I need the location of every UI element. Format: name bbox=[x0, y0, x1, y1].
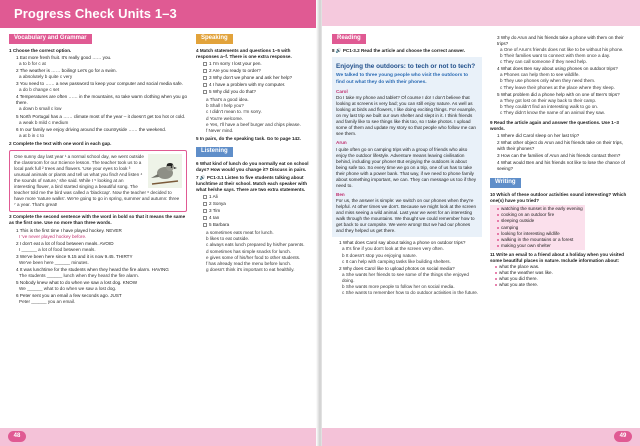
q3-answer-line[interactable]: We've been here ______ minutes. bbox=[19, 259, 89, 265]
banner-title: Progress Check Units 1–3 bbox=[14, 6, 177, 21]
q7-speaker[interactable]: 4 Ian bbox=[203, 215, 310, 221]
q8-option[interactable]: c They leave their phones at the place where they sleep. bbox=[500, 84, 615, 90]
q3-answer-line[interactable]: Peter ______ you an email. bbox=[19, 299, 76, 305]
q7-statement: e gives some of his/her food to other students. bbox=[206, 254, 301, 260]
q8-option[interactable]: a One of Arun's friends does not like to be without his phone. bbox=[500, 47, 624, 53]
exercise-1-title: 1 Choose the correct option. bbox=[9, 47, 72, 53]
article-intro: We talked to three young people who visit the outdoors to find out what they do with their phones. bbox=[336, 73, 469, 85]
q1-item: 1 Eat more fresh fruit. It's really good …… you. bbox=[16, 54, 112, 60]
gap-fill-text-box bbox=[9, 150, 187, 213]
exercise-8-title[interactable]: 8 🔊 PC1-3.2 Read the article and choose the correct answer. bbox=[332, 47, 466, 53]
q8-option[interactable]: a They got lost on their way back to their camp. bbox=[500, 97, 597, 103]
listening-header: Listening bbox=[196, 147, 233, 157]
exercise-9-title: 9 Read the article again and answer the questions. Use 1–3 words. bbox=[490, 119, 619, 131]
article-box bbox=[332, 57, 482, 237]
exercise-5-title: 5 In pairs, do the speaking task. Go to page 142. bbox=[196, 135, 301, 141]
q4-response: a That's a good idea. bbox=[206, 97, 249, 103]
right-footer-band bbox=[322, 428, 640, 446]
answer-checkbox[interactable] bbox=[203, 62, 207, 66]
q3-answer-line[interactable]: I ______ a lot of food between meals. bbox=[19, 246, 96, 252]
activity-item: looking for interesting wildlife bbox=[501, 231, 583, 237]
q4-statement[interactable]: 3 Why don't we phone and ask her help? bbox=[203, 75, 310, 81]
q8-option[interactable]: c They didn't know the name of an animal they saw. bbox=[500, 109, 605, 115]
q8-option[interactable]: b It doesn't stop you enjoying nature. bbox=[342, 252, 417, 258]
q8-option[interactable]: c It can help with camping tasks like building shelters. bbox=[342, 258, 451, 264]
q3-example-answer: I 've never played hockey before. bbox=[19, 233, 87, 239]
q3-prompt: 5 Nobody knew what to do when we saw a lost dog. KNOW bbox=[16, 280, 138, 286]
gap-fill-text: One sunny day last year ¹ a normal school day, we went outside the classroom for our Science lesson. The teacher took us to a local park full ² trees and flowers. 'Use your eyes to look ³ unusual animals or plants and tell us what you find! And listen ⁴ the sounds of nature,' she said. While I ⁵ looking at an interesting flower, a bird started singing a beautiful song. The teacher told me the bird was called a 'blackcap'. Now the teacher ⁶ decided to have more 'nature walks'. We're going to go in spring, summer and autumn: three ⁷ a year. That's great! bbox=[14, 153, 180, 208]
activity-item: watching the sunset in the early evening bbox=[501, 206, 583, 212]
q1-item: 6 In our family we enjoy driving around the countryside …… the weekend. bbox=[16, 126, 167, 132]
vocab-grammar-header: Vocabulary and Grammar bbox=[9, 34, 92, 44]
q4-statement[interactable]: 2 Are you ready to order? bbox=[203, 68, 310, 74]
progress-check-banner bbox=[0, 0, 318, 28]
q8-option[interactable]: a She wants her friends to see some of the things she enjoyed doing. bbox=[342, 271, 469, 283]
q8-option[interactable]: b Their families want to connect with them once a day. bbox=[500, 53, 611, 59]
q8-question: 1 What does Carol say about taking a phone on outdoor trips? bbox=[339, 240, 466, 246]
q1-item: 2 The weather is …… boiling! Let's go for a swim. bbox=[16, 68, 117, 74]
q4-response: e Yes, I'll have a beef burger and chips please. bbox=[206, 121, 301, 127]
q1-options[interactable]: a absolutely b quite c very bbox=[19, 74, 73, 80]
q8-option[interactable]: a Phones can help them to see wildlife. bbox=[500, 72, 580, 78]
q7-statement: c always eats lunch prepared by his/her parents. bbox=[206, 242, 305, 248]
q9-question: 3 How can the families of Arun and his friends contact them? bbox=[497, 153, 621, 159]
q8-question: 2 Why does Carol like to upload photos on social media? bbox=[339, 265, 455, 271]
page-number-left: 48 bbox=[8, 431, 26, 442]
q3-answer-line[interactable]: The students ______ lunch when they heard the fire alarm. bbox=[19, 272, 140, 278]
q8-question: 3 Why do Arun and his friends take a phone with them on their trips? bbox=[497, 35, 624, 47]
q8-question: 5 What problem did a phone help with on one of Ben's trips? bbox=[497, 91, 620, 97]
q1-item: 5 North Portugal has a …… climate most of the year – it doesn't get too hot or cold. bbox=[16, 113, 186, 119]
email-point: what you ate there. bbox=[499, 282, 632, 288]
q4-statement[interactable]: 4 I have a problem with my computer. bbox=[203, 82, 310, 88]
answer-checkbox[interactable] bbox=[203, 195, 207, 199]
q7-speaker[interactable]: 2 Sonya bbox=[203, 201, 310, 207]
activity-item: cooking on an outdoor fire bbox=[501, 212, 583, 218]
reading-column bbox=[332, 34, 482, 426]
q8-option[interactable]: b They use phones only when they need them. bbox=[500, 78, 596, 84]
q3-prompt: 6 Peter sent you an email a few seconds ago. JUST bbox=[16, 293, 122, 299]
ben-paragraph: For us, the answer is simple: we switch on our phones when they're helpful. At other times we don't. Because we might look at the screen and miss seeing a wild animal. Last year we went for an interesting walk through the mountains. We thought we could remember how to get back to our campsite. We were wrong! But we had our phones and they helped us get there. bbox=[336, 198, 477, 234]
q4-response: c I didn't mean to. I'm sorry. bbox=[206, 109, 262, 115]
q8-option[interactable]: b They couldn't find an interesting walk to go on. bbox=[500, 103, 599, 109]
reading-header: Reading bbox=[332, 34, 366, 44]
email-point: what you did there. bbox=[499, 276, 632, 282]
q7-statement: f has already read the menu before lunch. bbox=[206, 260, 292, 266]
answer-checkbox[interactable] bbox=[203, 90, 207, 94]
q3-prompt: 3 We've been here since 9.15 and it is now 9.45. THIRTY bbox=[16, 253, 133, 259]
q4-response: d You're welcome. bbox=[206, 115, 244, 121]
q3-answer-line[interactable]: We ______ what to do when we saw a lost dog. bbox=[19, 286, 117, 292]
q7-speaker[interactable]: 5 Barbara bbox=[203, 222, 310, 228]
q7-statement: d sometimes has simple snacks for lunch. bbox=[206, 248, 292, 254]
arun-paragraph: I quite often go on camping trips with a group of friends who also enjoy the outdoor lifestyle. Adventure means leaving civilisation behind, including your phone! But enjoying the outdoors is about being safe too. So every time we go on a trip, one of us has to take their phone with a power bank. That way, if we need to phone family about something important, we can. They can message us too if they need to. bbox=[336, 146, 477, 188]
answer-checkbox[interactable] bbox=[203, 216, 207, 220]
q7-speaker[interactable]: 3 Tim bbox=[203, 208, 310, 214]
right-top-band bbox=[322, 0, 640, 26]
q1-options[interactable]: a down b small c low bbox=[19, 106, 62, 112]
email-point: what the place was. bbox=[499, 264, 632, 270]
writing-header: Writing bbox=[490, 178, 521, 188]
page-number-right: 49 bbox=[614, 431, 632, 442]
email-point: what the weather was like. bbox=[499, 270, 632, 276]
activity-list bbox=[490, 205, 585, 249]
q7-statement: a sometimes eats meat for lunch. bbox=[206, 230, 274, 236]
q4-response: b Shall I help you? bbox=[206, 103, 244, 109]
q1-item: 3 You need to …… a new password to keep your computer and social media safe. bbox=[16, 81, 184, 87]
q8-option[interactable]: c They can call someone if they need help. bbox=[500, 59, 587, 65]
blackcap-bird-icon bbox=[148, 154, 182, 188]
q8-option[interactable]: a It's fine if you don't look at the screen very often. bbox=[342, 246, 444, 252]
speaking-listening-column bbox=[196, 34, 310, 426]
exercise-7-title[interactable]: 7 🔊 PC1-3.1 Listen to five students talking about lunchtime at their school. Match each speaker with what he/she says. There are two extra statements. bbox=[196, 174, 308, 192]
exercise-4-title: 4 Match statements and questions 1–5 with responses a–f. There is one extra response. bbox=[196, 47, 292, 59]
exercise-10-title: 10 Which of these outdoor activities sound interesting? Which one(s) have you tried? bbox=[490, 192, 627, 204]
activity-item: walking in the mountains or a forest bbox=[501, 237, 583, 243]
q9-question: 1 Where did Carol sleep on her last trip? bbox=[497, 132, 580, 138]
answer-checkbox[interactable] bbox=[203, 69, 207, 73]
author-ben: Ben bbox=[336, 191, 345, 197]
q8-option[interactable]: b She wants more people to follow her on social media. bbox=[342, 283, 455, 289]
q4-response: f Never mind. bbox=[206, 127, 234, 133]
exercise-2 bbox=[9, 141, 187, 213]
exercise-3-title: 3 Complete the second sentence with the word in bold so that it means the same as the first one. Use no more than three words. bbox=[9, 214, 186, 226]
left-footer-band bbox=[0, 428, 318, 446]
q9-question: 2 What other object do Arun and his friends take on their trips, with their phones? bbox=[497, 140, 623, 152]
answer-checkbox[interactable] bbox=[203, 223, 207, 227]
q3-prompt: 4 It was lunchtime for the students when they heard the fire alarm. HAVING bbox=[16, 266, 169, 272]
carol-paragraph: Do I take my phone and tablet? Of course I do! I don't believe that looking at screens is very bad; you can still enjoy nature. As well as looking at birds and flowers, I like doing exciting things. For example, on my last trip we built our own shelter and slept in it. I think friends and family like to see things like this too, so I take photos. I upload some of them and update my story so that people who follow me can see them. bbox=[336, 95, 476, 137]
exercise-2-title: 2 Complete the text with one word in each gap. bbox=[9, 140, 112, 146]
answer-checkbox[interactable] bbox=[203, 83, 207, 87]
author-carol: Carol bbox=[336, 88, 348, 94]
activity-item: camping bbox=[501, 225, 583, 231]
author-arun: Arun bbox=[336, 140, 347, 146]
q3-prompt: 1 This is the first time I have played hockey. NEVER bbox=[16, 227, 122, 233]
exercise-3 bbox=[9, 214, 187, 305]
q3-prompt: 2 I don't eat a lot of food between meals. AVOID bbox=[16, 240, 114, 246]
q4-statement[interactable]: 5 Why did you do that? bbox=[203, 89, 310, 95]
answer-checkbox[interactable] bbox=[203, 76, 207, 80]
q7-statement: b likes to eat outside. bbox=[206, 236, 250, 242]
exercise-6-title: 6 What kind of lunch do you normally eat on school days? How would you change it? Discuss in pairs. bbox=[196, 160, 309, 172]
q1-options[interactable]: a weak b mild c medium bbox=[19, 119, 69, 125]
q7-statement: g doesn't think it's important to eat healthily. bbox=[206, 266, 295, 272]
left-page bbox=[0, 0, 318, 446]
q9-question: 4 What would Ben and his friends not like to lose the chance of seeing? bbox=[497, 160, 625, 172]
q7-speaker[interactable]: 1 Ali bbox=[203, 194, 310, 200]
article-title: Enjoying the outdoors: to tech or not to tech? bbox=[336, 62, 476, 70]
speaking-header: Speaking bbox=[196, 34, 233, 44]
q1-options[interactable]: a do b change c set bbox=[19, 87, 60, 93]
answer-checkbox[interactable] bbox=[203, 202, 207, 206]
right-page bbox=[322, 0, 640, 446]
q1-options[interactable]: a to b for c at bbox=[19, 61, 46, 67]
exercise-1 bbox=[9, 48, 187, 139]
left-column bbox=[9, 34, 187, 426]
exercise-11-title: 11 Write an email to a friend about a holiday when you visited some beautiful places in nature. Include information about: bbox=[490, 251, 624, 263]
q8-option[interactable]: c She wants to remember how to do outdoor activities in the future. bbox=[342, 289, 479, 295]
q4-statement[interactable]: 1 I'm sorry I lost your pen. bbox=[203, 61, 310, 67]
questions-writing-column bbox=[490, 34, 632, 426]
q1-options[interactable]: a at b in c to bbox=[19, 132, 45, 138]
activity-item: sleeping outside bbox=[501, 218, 583, 224]
answer-checkbox[interactable] bbox=[203, 209, 207, 213]
activity-item: making your own shelter bbox=[501, 243, 583, 249]
q1-item: 4 Temperatures are often …… in the mountains, so take warm clothing when you go there. bbox=[16, 94, 187, 106]
q8-question: 4 What does Ben say about using phones on outdoor trips? bbox=[497, 66, 618, 72]
